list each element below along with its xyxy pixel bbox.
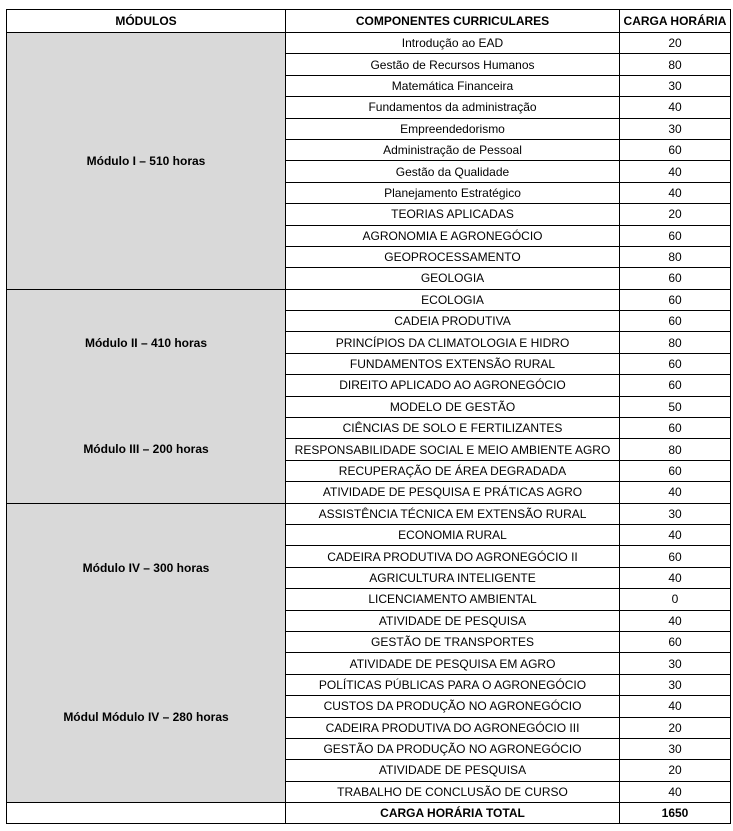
component-cell: TRABALHO DE CONCLUSÃO DE CURSO: [286, 781, 620, 802]
component-cell: Matemática Financeira: [286, 75, 620, 96]
hours-cell: 30: [620, 674, 731, 695]
hours-cell: 60: [620, 311, 731, 332]
table-row: [7, 289, 731, 310]
component-cell: Fundamentos da administração: [286, 97, 620, 118]
curriculum-table-container: [6, 9, 731, 824]
hours-cell: 20: [620, 760, 731, 781]
hours-cell: 30: [620, 738, 731, 759]
table-row: [7, 503, 731, 524]
component-cell: AGRICULTURA INTELIGENTE: [286, 567, 620, 588]
component-cell: Introdução ao EAD: [286, 33, 620, 54]
hours-cell: 30: [620, 75, 731, 96]
component-cell: GEOPROCESSAMENTO: [286, 246, 620, 267]
hours-cell: 80: [620, 246, 731, 267]
hours-cell: 30: [620, 653, 731, 674]
header-carga: CARGA HORÁRIA: [620, 10, 731, 33]
component-cell: CADEIA PRODUTIVA: [286, 311, 620, 332]
component-cell: Administração de Pessoal: [286, 139, 620, 160]
module-cell: Módul Módulo IV – 280 horas: [7, 631, 286, 802]
hours-cell: 60: [620, 418, 731, 439]
component-cell: CADEIRA PRODUTIVA DO AGRONEGÓCIO II: [286, 546, 620, 567]
hours-cell: 60: [620, 268, 731, 289]
table-row: [7, 396, 731, 417]
table-row: [7, 631, 731, 652]
header-modulos: MÓDULOS: [7, 10, 286, 33]
hours-cell: 40: [620, 182, 731, 203]
component-cell: ATIVIDADE DE PESQUISA E PRÁTICAS AGRO: [286, 482, 620, 503]
hours-cell: 30: [620, 118, 731, 139]
hours-cell: 60: [620, 353, 731, 374]
total-value: 1650: [620, 803, 731, 824]
hours-cell: 60: [620, 289, 731, 310]
hours-cell: 0: [620, 589, 731, 610]
hours-cell: 40: [620, 781, 731, 802]
module-cell: Módulo II – 410 horas: [7, 289, 286, 396]
component-cell: MODELO DE GESTÃO: [286, 396, 620, 417]
hours-cell: 20: [620, 33, 731, 54]
total-label: CARGA HORÁRIA TOTAL: [286, 803, 620, 824]
component-cell: GESTÃO DE TRANSPORTES: [286, 631, 620, 652]
hours-cell: 80: [620, 439, 731, 460]
component-cell: GEOLOGIA: [286, 268, 620, 289]
curriculum-table: [6, 9, 731, 824]
hours-cell: 40: [620, 610, 731, 631]
table-row: [7, 33, 731, 54]
component-cell: ATIVIDADE DE PESQUISA: [286, 610, 620, 631]
hours-cell: 20: [620, 717, 731, 738]
component-cell: DIREITO APLICADO AO AGRONEGÓCIO: [286, 375, 620, 396]
component-cell: ECOLOGIA: [286, 289, 620, 310]
hours-cell: 50: [620, 396, 731, 417]
hours-cell: 60: [620, 460, 731, 481]
hours-cell: 20: [620, 204, 731, 225]
hours-cell: 30: [620, 503, 731, 524]
total-row: [7, 803, 731, 824]
total-empty-cell: [7, 803, 286, 824]
component-cell: CADEIRA PRODUTIVA DO AGRONEGÓCIO III: [286, 717, 620, 738]
hours-cell: 40: [620, 97, 731, 118]
hours-cell: 60: [620, 546, 731, 567]
component-cell: LICENCIAMENTO AMBIENTAL: [286, 589, 620, 610]
component-cell: GESTÃO DA PRODUÇÃO NO AGRONEGÓCIO: [286, 738, 620, 759]
hours-cell: 80: [620, 332, 731, 353]
hours-cell: 40: [620, 696, 731, 717]
component-cell: Gestão de Recursos Humanos: [286, 54, 620, 75]
hours-cell: 40: [620, 524, 731, 545]
hours-cell: 40: [620, 161, 731, 182]
hours-cell: 60: [620, 139, 731, 160]
component-cell: CUSTOS DA PRODUÇÃO NO AGRONEGÓCIO: [286, 696, 620, 717]
component-cell: PRINCÍPIOS DA CLIMATOLOGIA E HIDRO: [286, 332, 620, 353]
component-cell: TEORIAS APLICADAS: [286, 204, 620, 225]
component-cell: ASSISTÊNCIA TÉCNICA EM EXTENSÃO RURAL: [286, 503, 620, 524]
module-cell: Módulo I – 510 horas: [7, 33, 286, 290]
hours-cell: 60: [620, 631, 731, 652]
component-cell: Gestão da Qualidade: [286, 161, 620, 182]
module-cell: Módulo IV – 300 horas: [7, 503, 286, 631]
hours-cell: 40: [620, 482, 731, 503]
module-cell: Módulo III – 200 horas: [7, 396, 286, 503]
component-cell: AGRONOMIA E AGRONEGÓCIO: [286, 225, 620, 246]
component-cell: ATIVIDADE DE PESQUISA: [286, 760, 620, 781]
header-componentes: COMPONENTES CURRICULARES: [286, 10, 620, 33]
component-cell: RECUPERAÇÃO DE ÁREA DEGRADADA: [286, 460, 620, 481]
component-cell: FUNDAMENTOS EXTENSÃO RURAL: [286, 353, 620, 374]
component-cell: Planejamento Estratégico: [286, 182, 620, 203]
hours-cell: 60: [620, 225, 731, 246]
component-cell: RESPONSABILIDADE SOCIAL E MEIO AMBIENTE AGRO: [286, 439, 620, 460]
component-cell: ATIVIDADE DE PESQUISA EM AGRO: [286, 653, 620, 674]
component-cell: CIÊNCIAS DE SOLO E FERTILIZANTES: [286, 418, 620, 439]
hours-cell: 40: [620, 567, 731, 588]
hours-cell: 80: [620, 54, 731, 75]
component-cell: Empreendedorismo: [286, 118, 620, 139]
hours-cell: 60: [620, 375, 731, 396]
component-cell: ECONOMIA RURAL: [286, 524, 620, 545]
header-row: [7, 10, 731, 33]
component-cell: POLÍTICAS PÚBLICAS PARA O AGRONEGÓCIO: [286, 674, 620, 695]
